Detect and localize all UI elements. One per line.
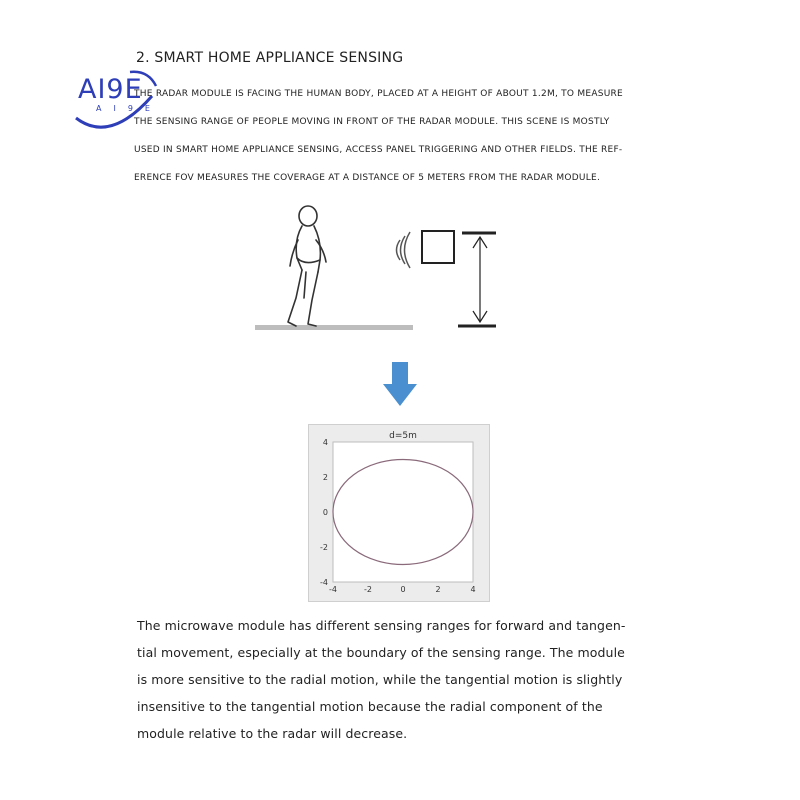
floor-line [255,325,413,330]
x-tick-label: 4 [470,585,476,594]
logo-text: AI9E [78,74,143,105]
logo-subtext: AI9E [96,104,162,113]
radar-module-icon [422,231,454,263]
y-tick-label: -2 [320,543,328,552]
x-tick-label: -2 [364,585,372,594]
height-indicator-icon [458,233,496,326]
y-tick-label: 2 [322,473,328,482]
y-tick-label: 0 [322,508,328,517]
body-line: insensitive to the tangential motion because the radial component of the [137,699,603,714]
body-line: tial movement, especially at the boundary of the sensing range. The module [137,645,625,660]
down-arrow-icon [382,362,418,408]
radar-waves-icon [397,232,411,268]
intro-line: THE RADAR MODULE IS FACING THE HUMAN BODY, PLACED AT A HEIGHT OF ABOUT 1.2M, TO MEASURE [134,89,623,99]
coverage-chart-svg [309,425,489,601]
body-line: The microwave module has different sensing ranges for forward and tangen- [137,618,626,633]
intro-line: USED IN SMART HOME APPLIANCE SENSING, ACCESS PANEL TRIGGERING AND OTHER FIELDS. THE REF- [134,145,623,155]
x-tick-label: -4 [329,585,337,594]
body-line: module relative to the radar will decrease. [137,726,408,741]
intro-paragraph [134,80,674,192]
coverage-chart [308,424,490,602]
y-tick-label: -4 [320,578,328,587]
scene-illustration [250,200,510,340]
intro-line: THE SENSING RANGE OF PEOPLE MOVING IN FRONT OF THE RADAR MODULE. THIS SCENE IS MOSTLY [134,117,610,127]
chart-title: d=5m [389,431,417,441]
plot-area [333,442,473,582]
walking-person-icon [288,206,326,326]
y-tick-label: 4 [322,438,328,447]
x-tick-label: 0 [400,585,406,594]
section-heading: 2. SMART HOME APPLIANCE SENSING [136,50,404,66]
intro-line: ERENCE FOV MEASURES THE COVERAGE AT A DISTANCE OF 5 METERS FROM THE RADAR MODULE. [134,173,601,183]
body-line: is more sensitive to the radial motion, while the tangential motion is slightly [137,672,623,687]
x-tick-label: 2 [435,585,441,594]
body-paragraph [137,612,697,747]
